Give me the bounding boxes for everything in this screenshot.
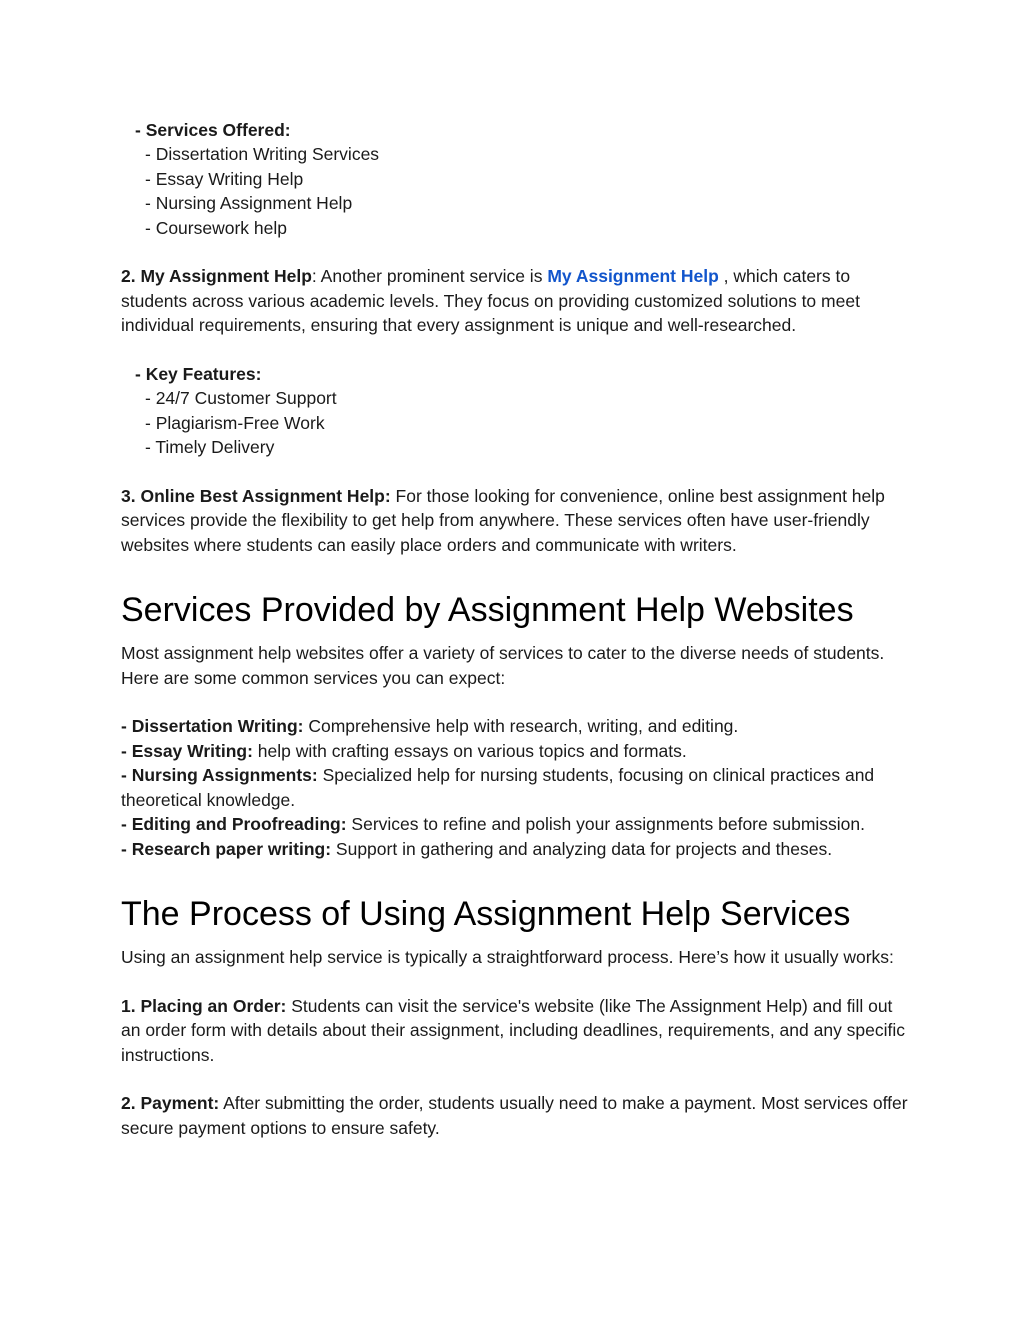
section-heading-services: Services Provided by Assignment Help Websites [121, 591, 854, 630]
service-item: - Editing and Proofreading: Services to refine and polish your assignments before submission. [121, 814, 866, 835]
list-item: - Dissertation Writing Services [145, 144, 380, 165]
service-item: - Dissertation Writing: Comprehensive help with research, writing, and editing. [121, 716, 739, 737]
key-features-heading: - Key Features: [135, 364, 262, 385]
list-item: - Coursework help [145, 217, 287, 238]
document-page [121, 118, 911, 1140]
list-item: - Timely Delivery [145, 437, 275, 458]
process-step: 2. Payment: After submitting the order, students usually need to make a payment. Most services offer secure payment options to ensure safety. [121, 1093, 908, 1138]
my-assignment-help-link[interactable]: My Assignment Help [547, 266, 719, 287]
item-label: 3. Online Best Assignment Help: [121, 486, 391, 507]
paragraph-my-assignment-help: 2. My Assignment Help: Another prominent service is My Assignment Help , which caters to students across various academic levels. They focus on providing customized solutions to meet individual requirements, ensuring that every assignment is unique and well-researched. [121, 266, 860, 336]
section-heading-process: The Process of Using Assignment Help Services [121, 894, 851, 933]
list-item: - Essay Writing Help [145, 168, 304, 189]
item-label: 2. My Assignment Help [121, 266, 312, 287]
services-offered-heading: - Services Offered: [135, 120, 291, 140]
section-intro: Most assignment help websites offer a variety of services to cater to the diverse needs of students. Here are some common services you can expect: [121, 643, 885, 688]
service-item: - Nursing Assignments: Specialized help for nursing students, focusing on clinical practices and theoretical knowledge. [121, 765, 875, 810]
list-item: - Plagiarism-Free Work [145, 412, 325, 433]
section-intro: Using an assignment help service is typically a straightforward process. Here’s how it usually works: [121, 946, 894, 967]
list-item: - 24/7 Customer Support [145, 388, 337, 409]
service-item: - Research paper writing: Support in gathering and analyzing data for projects and theses. [121, 838, 833, 859]
service-item: - Essay Writing: help with crafting essays on various topics and formats. [121, 740, 687, 761]
paragraph-online-best-assignment-help: 3. Online Best Assignment Help: For those looking for convenience, online best assignment help services provide the flexibility to get help from anywhere. These services often have user-friendly websites where students can easily place orders and communicate with writers. [121, 486, 885, 555]
list-item: - Nursing Assignment Help [145, 193, 353, 214]
process-step: 1. Placing an Order: Students can visit the service's website (like The Assignment Help) and fill out an order form with details about their assignment, including deadlines, requirements, and any specific instructions. [121, 995, 906, 1065]
